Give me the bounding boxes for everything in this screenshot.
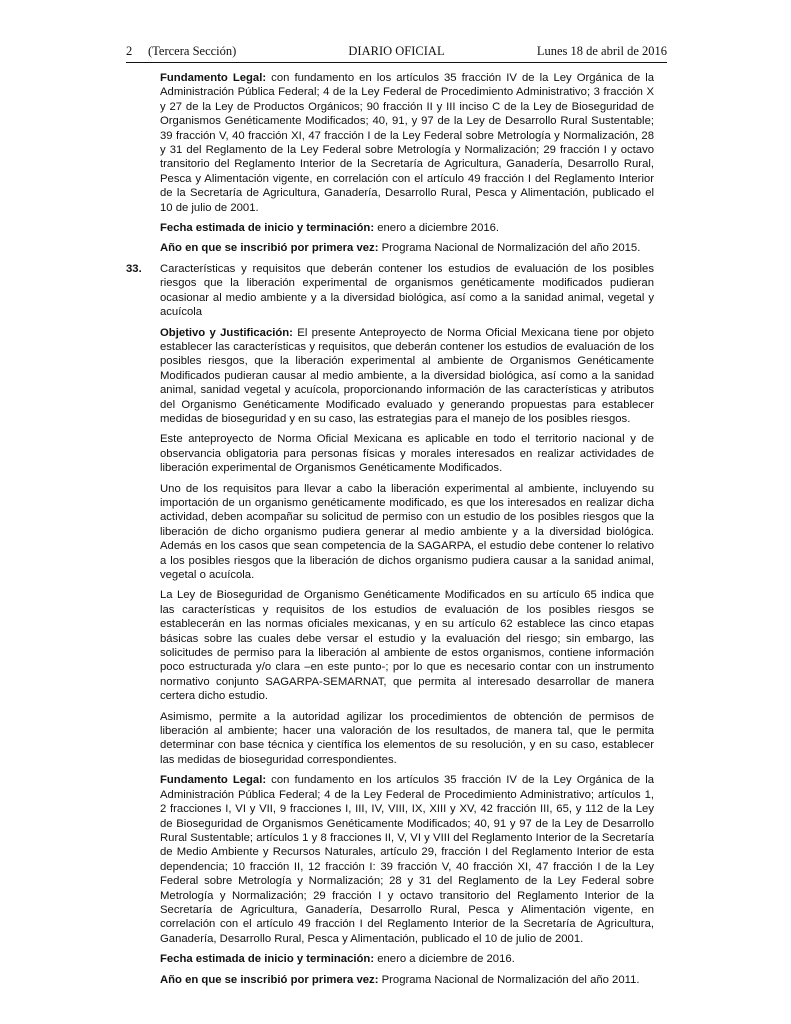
body-paragraph-requirements: Uno de los requisitos para llevar a cabo la liberación experimental al ambiente, incluyendo su importación de un organismo genéticamente modificado, es que los interesados en realizar dicha actividad, deben acompañar su solicitud de permiso con un estudio de los posibles riesgos que la liberación de dicho organismo pudiera generar al medio ambiente y a la diversidad biológica. Además en los casos que sean competencia de la SAGARPA, el estudio debe contener lo relativo a los posibles riesgos que la liberación de dichos organismo pudiera causar a la sanidad animal, vegetal o acuícola.	[160, 482, 654, 581]
item-title: Características y requisitos que deberán contener los estudios de evaluación de los posibles riesgos que la liberación experimental de organismos genéticamente modificados pudieran ocasionar al medio ambiente y a la diversidad biológica, así como a la sanidad animal, vegetal y acuícola	[160, 262, 654, 319]
objective-text: El presente Anteproyecto de Norma Oficial Mexicana tiene por objeto establecer las características y requisitos, que deberán contener los estudios de evaluación de los posibles riesgos, que la liberación experimental al ambiente de Organismos Genéticamente Modificados pudieran causar al medio ambiente, a la diversidad biológica, así como a la sanidad animal, sanidad vegetal y acuícola, proporcionando información de las características y atributos del Organismo Genéticamente Modificado evaluado y generando propuestas para establecer medidas de bioseguridad y en su caso, las estrategias para el manejo de los posibles riesgos.	[160, 326, 654, 425]
legal-basis-label-33: Fundamento Legal:	[160, 774, 267, 787]
first-registration-label: Año en que se inscribió por primera vez:	[160, 242, 379, 255]
publication-date: Lunes 18 de abril de 2016	[536, 44, 667, 58]
estimated-dates-text: enero a diciembre 2016.	[377, 222, 500, 235]
estimated-dates-text-33: enero a diciembre de 2016.	[377, 953, 515, 966]
body-paragraph-scope: Este anteproyecto de Norma Oficial Mexicana es aplicable en todo el territorio nacional y de observancia obligatoria para personas físicas y morales interesados en realizar actividades de liberación experimental de Organismos Genéticamente Modificados.	[160, 433, 654, 475]
header-divider	[126, 62, 667, 63]
page-header	[126, 44, 667, 62]
body-paragraph-law: La Ley de Bioseguridad de Organismo Genéticamente Modificados en su artículo 65 indica que las características y requisitos de los estudios de evaluación de los posibles riesgos se establecerán en las normas oficiales mexicanas, y en su artículo 62 establece las cinco etapas básicas sobre las cuales debe versar el estudio y la evaluación del riesgo; sin embargo, las solicitudes de permiso para la liberación al ambiente de estos organismos, contiene información poco estructurada y/o clara –en este punto-; por lo que es necesario contar con un instrumento normativo conjunto SAGARPA-SEMARNAT, que permita al interesado desarrollar de manera certera dicho estudio.	[160, 589, 654, 703]
legal-basis-label: Fundamento Legal:	[160, 72, 267, 84]
section-label: (Tercera Sección)	[148, 44, 237, 58]
page-number: 2	[126, 44, 133, 58]
legal-basis-paragraph	[160, 71, 654, 215]
legal-basis-paragraph-33	[160, 773, 654, 946]
document-body	[126, 71, 655, 993]
first-registration-text: Programa Nacional de Normalización del año 2015.	[381, 242, 641, 255]
first-registration-text-33: Programa Nacional de Normalización del año 2011.	[381, 973, 640, 986]
first-registration-paragraph-33	[160, 973, 654, 987]
objective-paragraph	[160, 326, 654, 427]
item-33	[126, 262, 654, 320]
item-number: 33.	[126, 262, 142, 275]
first-registration-paragraph	[160, 241, 654, 255]
objective-label: Objetivo y Justificación:	[160, 326, 293, 339]
estimated-dates-paragraph-33	[160, 952, 654, 966]
estimated-dates-label-33: Fecha estimada de inicio y terminación:	[160, 953, 375, 966]
first-registration-label-33: Año en que se inscribió por primera vez:	[160, 973, 379, 986]
estimated-dates-label: Fecha estimada de inicio y terminación:	[160, 222, 375, 235]
legal-basis-text-33: con fundamento en los artículos 35 fracción IV de la Ley Orgánica de la Administración Pública Federal; 4 de la Ley Federal de Procedimiento Administrativo; artículos 1, 2 fracciones I, VI y VII, 9 fracciones I, III, IV, VIII, IX, XIII y XV, 42 fracción III, 65, y 112 de la Ley de Bioseguridad de Organismos Genéticamente Modificados; 40, 91 y 97 de la Ley de Desarrollo Rural Sustentable; artículos 1 y 8 fracciones II, V, VI y VIII del Reglamento Interior de la Secretaría de Medio Ambiente y Recursos Naturales, artículo 29, fracción I del Reglamento Interior de esta dependencia; 10 fracción II, 12 fracción I: 39 fracción V, 40 fracción XI, 47 fracción I de la Ley Federal sobre Metrología y Normalización; 28 y 31 del Reglamento de la Ley Federal sobre Metrología y Normalización; 29 fracción I y octavo transitorio del Reglamento Interior de la Secretaría de Agricultura, Ganadería, Desarrollo Rural, Pesca y Alimentación vigente, en correlación con el artículo 49 fracción I del Reglamento Interior de la Secretaría de Agricultura, Ganadería, Desarrollo Rural, Pesca y Alimentación, publicado el 10 de julio de 2001.	[160, 774, 655, 945]
legal-basis-text: con fundamento en los artículos 35 fracción IV de la Ley Orgánica de la Administración Pública Federal; 4 de la Ley Federal de Procedimiento Administrativo; 3 fracción X y 27 de la Ley de Productos Orgánicos; 90 fracción II y III inciso C de la Ley de Bioseguridad de Organismos Genéticamente Modificados; 40, 91, y 97 de la Ley de Desarrollo Rural Sustentable; 39 fracción V, 40 fracción XI, 47 fracción I de la Ley Federal sobre Metrología y Normalización, 28 y 31 del Reglamento de la Ley Federal sobre Metrología y Normalización; 29 fracción I y octavo transitorio del Reglamento Interior de la Secretaría de Agricultura, Ganadería, Desarrollo Rural, Pesca y Alimentación vigente, en correlación con el artículo 49 fracción I del Reglamento Interior de la Secretaría de Agricultura, Ganadería, Desarrollo Rural, Pesca y Alimentación, publicado el 10 de julio de 2001.	[160, 72, 655, 214]
body-paragraph-authority: Asimismo, permite a la autoridad agilizar los procedimientos de obtención de permisos de liberación al ambiente; hacer una valoración de los resultados, de manera tal, que le permita determinar con base técnica y científica los elementos de su resolución, y en su caso, establecer las medidas de bioseguridad correspondientes.	[160, 710, 654, 766]
publication-name: DIARIO OFICIAL	[348, 44, 445, 58]
estimated-dates-paragraph	[160, 221, 654, 235]
